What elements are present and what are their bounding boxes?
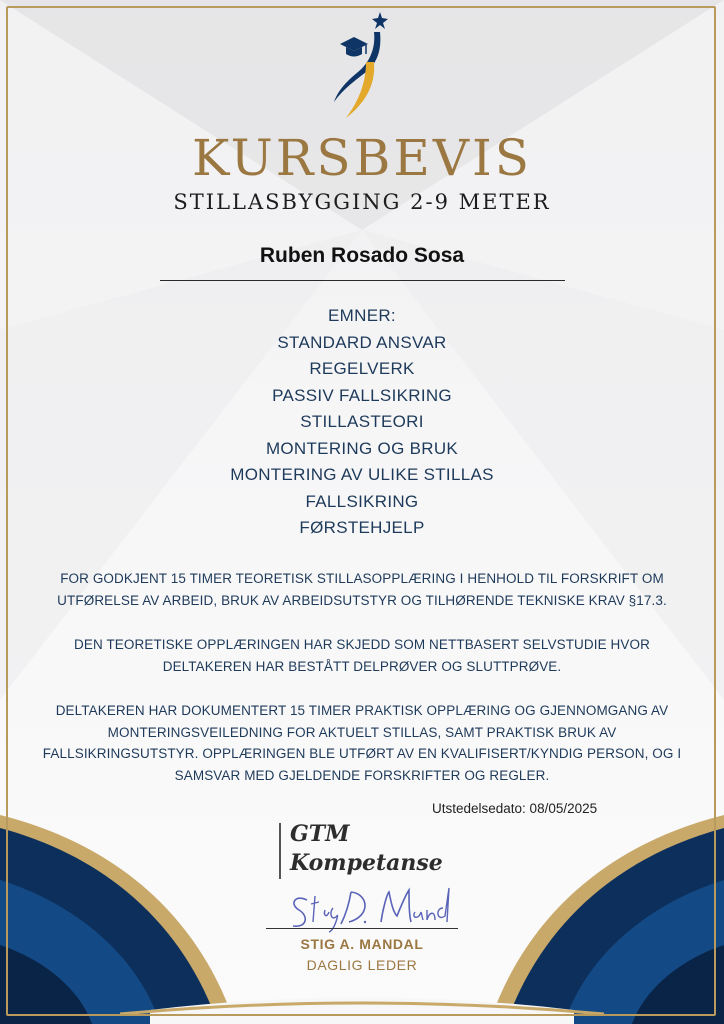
topic-item: STANDARD ANSVAR: [277, 332, 447, 352]
topics-list: [0, 303, 724, 542]
practical-paragraph: [20, 700, 704, 786]
paragraph-line: UTFØRELSE AV ARBEID, BRUK AV ARBEIDSUTSTYR OG TILHØRENDE TEKNISKE KRAV §17.3.: [57, 592, 667, 608]
handwritten-signature: [285, 882, 455, 934]
certificate-title: KURSBEVIS: [192, 129, 532, 187]
topic-item: REGELVERK: [309, 359, 415, 378]
signer-name: STIG A. MANDAL: [300, 936, 424, 952]
issue-date: Utstedelsedato: 08/05/2025: [432, 801, 598, 816]
company-logo-line2: Kompetanse: [290, 850, 443, 876]
topic-item: MONTERING OG BRUK: [265, 438, 459, 458]
topic-item: FØRSTEHJELP: [299, 518, 425, 537]
recipient-name: Ruben Rosado Sosa: [259, 244, 465, 267]
company-logo: [290, 820, 443, 878]
topic-item: MONTERING AV ULIKE STILLAS: [230, 465, 494, 484]
paragraph-line: FOR GODKJENT 15 TIMER TEORETISK STILLASOPPLÆRING I HENHOLD TIL FORSKRIFT OM: [60, 571, 664, 586]
paragraph-line: DELTAKEREN HAR DOKUMENTERT 15 TIMER PRAKTISK OPPLÆRING OG GJENNOMGANG AV: [55, 703, 669, 718]
approval-paragraph: [20, 568, 704, 611]
topic-item: STILLASTEORI: [300, 412, 424, 431]
topic-item: PASSIV FALLSIKRING: [272, 385, 452, 405]
paragraph-line: FALLSIKRINGSUTSTYR. OPPLÆRINGEN BLE UTFØRT AV EN KVALIFISERT/KYNDIG PERSON, OG I: [42, 746, 682, 761]
graduate-figure-icon: [322, 10, 402, 122]
paragraph-line: SAMSVAR MED GJELDENDE FORSKRIFTER OG REGLER.: [174, 767, 550, 783]
signer-role: DAGLIG LEDER: [306, 957, 418, 973]
theory-paragraph: [20, 634, 704, 677]
paragraph-line: DELTAKEREN HAR BESTÅTT DELPRØVER OG SLUTTPRØVE.: [162, 658, 562, 674]
svg-text:Stig A. Mandal: Stig A. Mandal: [285, 882, 292, 883]
paragraph-line: DEN TEORETISKE OPPLÆRINGEN HAR SKJEDD SOM NETTBASERT SELVSTUDIE HVOR: [74, 637, 650, 652]
company-logo-line1: GTM: [290, 821, 350, 847]
company-logo-bar: [279, 823, 281, 879]
course-subtitle: STILLASBYGGING 2-9 METER: [173, 190, 551, 214]
topics-heading: EMNER:: [328, 306, 396, 325]
signature-line: [266, 928, 458, 929]
paragraph-line: MONTERINGSVEILEDNING FOR AKTUELT STILLAS, SAMT PRAKTISK BRUK AV: [107, 724, 617, 740]
topic-item: FALLSIKRING: [305, 491, 419, 511]
name-underline: [160, 280, 565, 281]
